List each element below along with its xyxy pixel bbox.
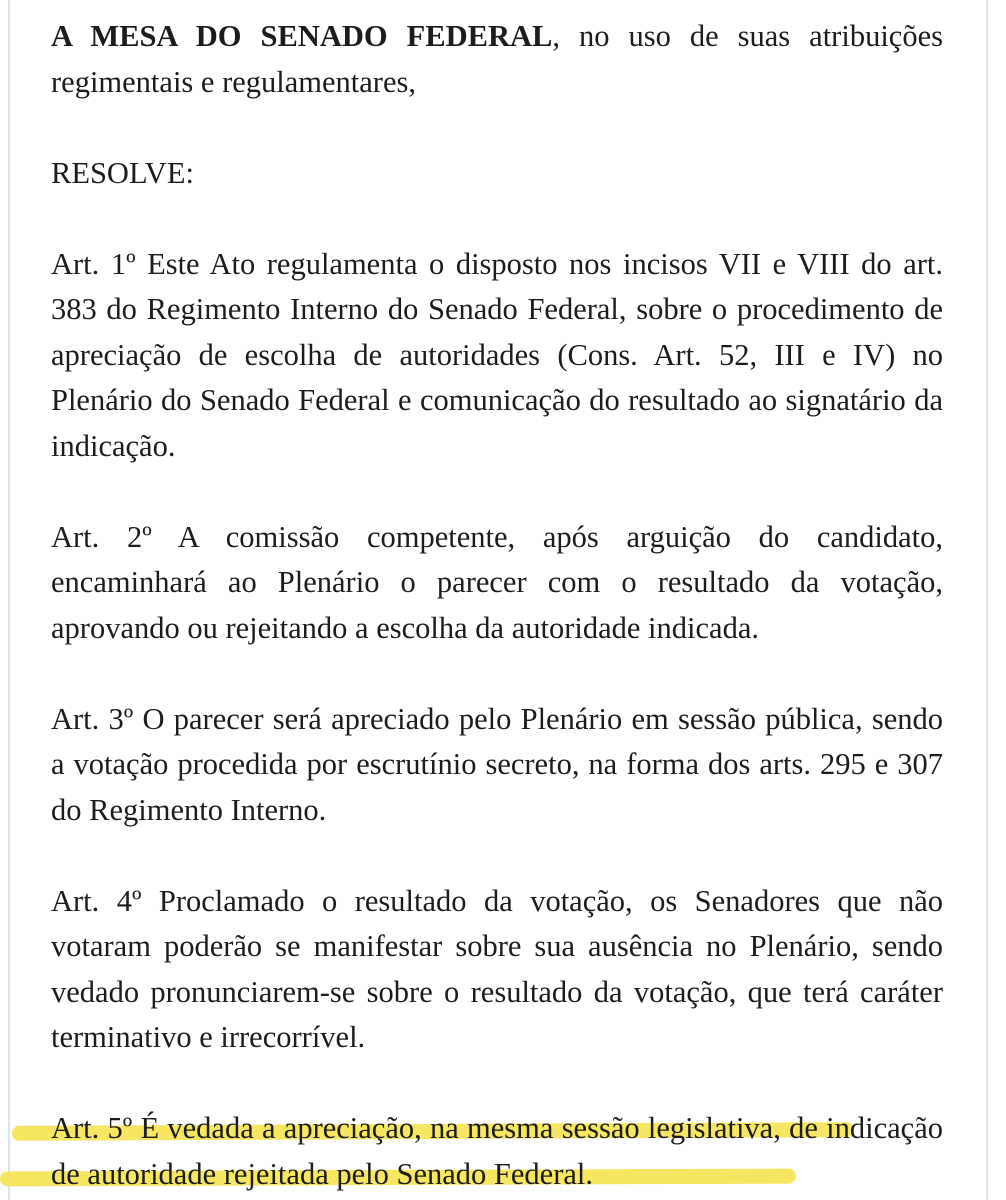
document-body <box>51 14 943 1197</box>
article-4: Art. 4º Proclamado o resultado da votação, os Senadores que não votaram poderão se manifestar sobre sua ausência no Plenário, sendo vedado pronunciarem-se sobre o resultado da votação, que terá caráter terminativo e irrecorrível. <box>51 883 943 1054</box>
intro-paragraph <box>51 14 943 105</box>
resolve-heading: RESOLVE: <box>51 155 194 190</box>
article-3: Art. 3º O parecer será apreciado pelo Plenário em sessão pública, sendo a votação procedida por escrutínio secreto, na forma dos arts. 295 e 307 do Regimento Interno. <box>51 701 943 827</box>
article-5-highlighted: Art. 5º É vedada a apreciação, na mesma sessão legislativa, de indicação de autoridade rejeitada pelo Senado Federal. <box>51 1111 943 1191</box>
article-1: Art. 1º Este Ato regulamenta o disposto nos incisos VII e VIII do art. 383 do Regimento Interno do Senado Federal, sobre o procedimento de apreciação de escolha de autoridades (Cons. Art. 52, III e IV) no Plenário do Senado Federal e comunicação do resultado ao signatário da indicação. <box>51 246 943 463</box>
intro-text: , no uso de suas atribuições regimentais e regulamentares, <box>51 19 943 99</box>
intro-heading: A MESA DO SENADO FEDERAL <box>51 19 553 53</box>
article-2: Art. 2º A comissão competente, após arguição do candidato, encaminhará ao Plenário o parecer com o resultado da votação, aprovando ou rejeitando a escolha da autoridade indicada. <box>51 519 943 645</box>
